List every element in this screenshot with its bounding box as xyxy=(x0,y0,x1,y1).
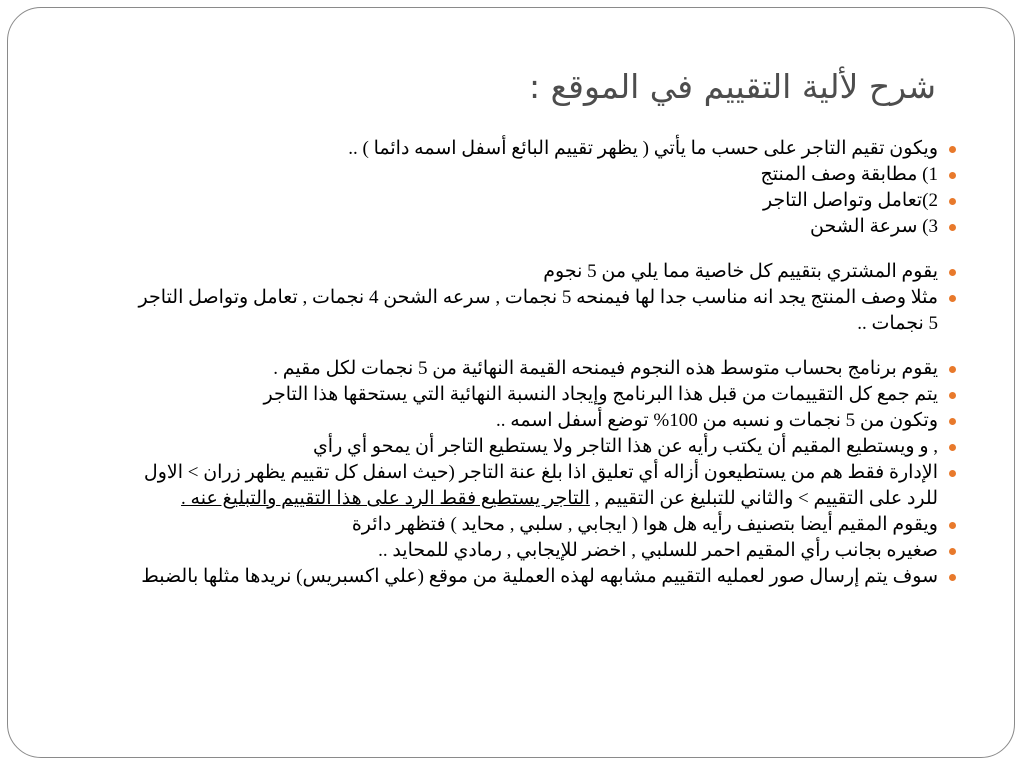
bullet-dot-icon xyxy=(949,172,956,179)
bullet-text: 2)تعامل وتواصل التاجر xyxy=(762,190,938,211)
bullet-text: ويكون تقيم التاجر على حسب ما يأتي ( يظهر تقييم البائع أسفل اسمه دائما ) .. xyxy=(348,138,938,159)
bullet-item xyxy=(138,564,958,590)
bullet-underlined-text: التاجر يستطيع فقط الرد على هذا التقييم والتبليغ عنه . xyxy=(181,488,590,509)
bullet-dot-icon xyxy=(949,198,956,205)
bullet-item xyxy=(138,285,958,337)
bullet-dot-icon xyxy=(949,269,956,276)
bullet-item xyxy=(138,162,958,188)
bullet-text: يقوم المشتري بتقييم كل خاصية مما يلي من 5 نجوم xyxy=(543,261,938,282)
bullet-text: وتكون من 5 نجمات و نسبه من 100% توضع أسفل اسمه .. xyxy=(495,410,938,431)
bullet-dot-icon xyxy=(949,418,956,425)
bullet-item xyxy=(138,136,958,162)
bullet-text: يقوم برنامج بحساب متوسط هذه النجوم فيمنحه القيمة النهائية من 5 نجمات لكل مقيم . xyxy=(273,358,938,379)
bullet-text: 3) سرعة الشحن xyxy=(810,216,938,237)
bullet-dot-icon xyxy=(949,522,956,529)
bullet-dot-icon xyxy=(949,470,956,477)
bullet-dot-icon xyxy=(949,392,956,399)
bullet-text: سوف يتم إرسال صور لعمليه التقييم مشابهه لهذه العملية من موقع (علي اكسبريس) نريدها مثلها بالضبط xyxy=(141,566,938,587)
bullet-item xyxy=(138,214,958,240)
bullet-text: , و ويستطيع المقيم أن يكتب رأيه عن هذا التاجر ولا يستطيع التاجر أن يمحو أي رأي xyxy=(312,436,938,457)
bullet-dot-icon xyxy=(949,444,956,451)
bullet-item xyxy=(138,538,958,564)
bullet-text: يتم جمع كل التقييمات من قبل هذا البرنامج وإيجاد النسبة النهائية التي يستحقها هذا التاجر xyxy=(263,384,938,405)
bullet-item xyxy=(138,356,958,382)
bullet-dot-icon xyxy=(949,146,956,153)
bullet-text: مثلا وصف المنتج يجد انه مناسب جدا لها فيمنحه 5 نجمات , سرعه الشحن 4 نجمات , تعامل وتواصل التاجر 5 نجمات .. xyxy=(138,287,938,334)
bullet-item xyxy=(138,188,958,214)
bullet-item xyxy=(138,512,958,538)
bullet-dot-icon xyxy=(949,548,956,555)
bullet-text: 1) مطابقة وصف المنتج xyxy=(760,164,938,185)
bullet-list xyxy=(138,136,958,590)
bullet-text: الإدارة فقط هم من يستطيعون أزاله أي تعليق اذا بلغ عنة التاجر (حيث اسفل كل تقييم يظهر زران > الاول للرد على التقييم > والثاني للتبليغ عن التقييم , xyxy=(143,462,938,509)
bullet-item xyxy=(138,434,958,460)
bullet-dot-icon xyxy=(949,366,956,373)
bullet-dot-icon xyxy=(949,295,956,302)
bullet-item xyxy=(138,259,958,285)
bullet-item xyxy=(138,382,958,408)
bullet-item xyxy=(138,460,958,512)
bullet-text: ويقوم المقيم أيضا بتصنيف رأيه هل هوا ( ايجابي , سلبي , محايد ) فتظهر دائرة xyxy=(351,514,938,535)
bullet-dot-icon xyxy=(949,574,956,581)
bullet-dot-icon xyxy=(949,224,956,231)
slide-title: شرح لألية التقييم في الموقع : xyxy=(529,67,936,106)
bullet-text: صغيره بجانب رأي المقيم احمر للسلبي , اخضر للإيجابي , رمادي للمحايد .. xyxy=(378,540,938,561)
bullet-item xyxy=(138,408,958,434)
